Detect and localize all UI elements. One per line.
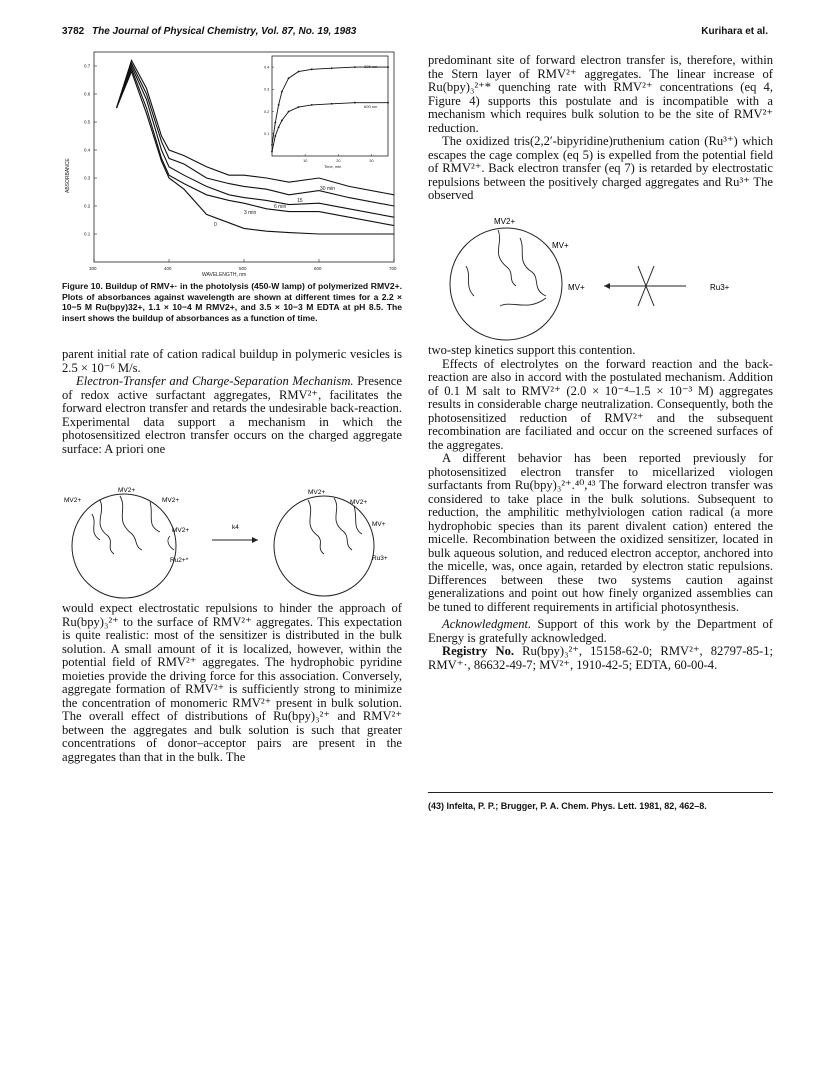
x-tick-label: 500	[239, 266, 247, 271]
running-header	[60, 26, 768, 42]
curve-label-30min: 30 min	[320, 186, 336, 192]
inset-point	[311, 68, 313, 70]
inset-point	[278, 126, 280, 128]
paragraph: Effects of electrolytes on the forward reaction and the back-reaction are also in accord with the postulated mechanism. Addition of 0.1 M salt to RMV²⁺ (2.0 × 10⁻⁴–1.5 × 10⁻³ M) aggregates results in considerable charge neutralization. Consequently, both the photosensitized reduction of RMV²⁺ and the subsequent recombination are faciliated and occur on the screened surfaces of the aggregates.	[428, 356, 773, 452]
right-column-bottom	[428, 344, 773, 672]
paragraph: The oxidized tris(2,2′-bipyridine)ruthenium cation (Ru³⁺) which escapes the cage complex (eq 5) is expelled from the potential field of RMV²⁺. Back electron transfer (eq 7) is retarded by electrostatic repulsions between the positively charged aggregates and Ru³⁺ The observed	[428, 134, 773, 202]
footnote-rule	[428, 792, 773, 793]
inset-point	[387, 102, 389, 104]
inset-y-tick-label: 0.3	[264, 87, 270, 92]
journal-title: The Journal of Physical Chemistry, Vol. 87, No. 19, 1983	[92, 26, 357, 37]
label-ru: Ru3+	[710, 283, 730, 292]
paragraph: parent initial rate of cation radical buildup in polymeric vesicles is 2.5 × 10⁻⁶ M/s.	[62, 347, 402, 375]
inset-point	[281, 91, 283, 93]
label-mv-topright: MV2+	[162, 497, 180, 504]
left-column-top	[62, 348, 402, 456]
label-mv-b: MV+	[568, 283, 585, 292]
inset-label-395: 395 nm	[364, 64, 378, 69]
curve-label-15: 15	[297, 198, 303, 204]
left-column-bottom	[62, 602, 402, 764]
inset-point	[354, 102, 356, 104]
aggregate-circle	[450, 228, 562, 340]
caption-text: Buildup of RMV+· in the photolysis (450-W lamp) of polymerized RMV2+. Plots of absorbances against wavelength are shown at different times for a 2.2 × 10−5 M Ru(bpy)32+, 1.1 × 10−4 M RMV2+, and 3.5 × 10−3 M EDTA at pH 8.5. The insert shows the buildup of absorbances as a function of time.	[62, 281, 403, 323]
inset-y-tick-label: 0.1	[264, 131, 270, 136]
label-mv-left: MV2+	[64, 497, 82, 504]
inset-chart	[264, 56, 389, 169]
inset-x-label: Time, min	[324, 164, 342, 169]
running-authors: Kurihara et al.	[701, 26, 768, 37]
rate-constant: k4	[232, 524, 239, 531]
inset-point	[298, 106, 300, 108]
inset-point	[288, 77, 290, 79]
inset-point	[311, 104, 313, 106]
inset-y-tick-label: 0.4	[264, 65, 270, 70]
y-tick-label: 0.4	[84, 147, 91, 153]
inset-point	[274, 135, 276, 137]
y-tick-label: 0.3	[84, 175, 91, 181]
curve-label-6min: 6 min	[274, 204, 287, 210]
caption-label: Figure 10.	[62, 281, 103, 291]
label-ru-inner: Ru2+*	[170, 557, 189, 564]
x-tick-label: 700	[389, 266, 397, 271]
inset-point	[387, 66, 389, 68]
paragraph: predominant site of forward electron transfer is, therefore, within the Stern layer of RMV²⁺ aggregates. The linear increase of Ru(bpy)₃²⁺* quenching rate with RMV²⁺ concentrations (eq 4, Figure 4) supports this postulate and is incompatible with a mechanism which requires bulk solution to be the site of RMV²⁺ reduction.	[428, 53, 773, 135]
inset-label-600: 600 nm	[364, 104, 378, 109]
inset-point	[354, 66, 356, 68]
right-column-top	[428, 54, 773, 203]
page-number: 3782	[62, 26, 85, 37]
inset-x-tick-label: 10	[303, 159, 308, 163]
label-mv-top: MV2+	[494, 217, 516, 226]
label-mv-inner: MV2+	[172, 527, 190, 534]
curve-label-0: 0	[214, 222, 217, 228]
paragraph: two-step kinetics support this contention.	[428, 343, 636, 357]
footnote-43: (43) Infelta, P. P.; Brugger, P. A. Chem. Phys. Lett. 1981, 82, 462–8.	[428, 801, 707, 811]
curve-label-3min: 3 min	[244, 210, 257, 216]
inset-point	[274, 122, 276, 124]
y-tick-label: 0.6	[84, 91, 91, 97]
inset-point	[271, 151, 273, 153]
aggregate-circle-right	[274, 496, 374, 596]
inset-x-tick-label: 20	[336, 159, 341, 163]
x-tick-label: 400	[164, 266, 172, 271]
inset-point	[288, 111, 290, 113]
figure-10-chart	[62, 48, 402, 280]
ack-title: Acknowledgment.	[442, 617, 532, 631]
inset-point	[281, 120, 283, 122]
paragraph: A different behavior has been reported previously for photosensitized electron transfer to micellarized viologen surfactants from Ru(bpy)₃²⁺.⁴⁰,⁴³ The forward electron transfer was considered to take place in the bulk solutions. Subsequent to reduction, the amphilitic methylviologen cation radical (a more hydrophobic species than its parent divalent cation) entered the micelle. Recombination between the oxidized sensitizer, located in bulk aqueous solution, and reduced electron acceptor, anchored into the micelle, was, once again, retarded by electron static repulsions. Differences between these two systems caution against generalizations and point out how finely organized assemblies can be tuned to different requirements in artificial photosynthesis.	[428, 451, 773, 614]
registry-numbers: Registry No. Ru(bpy)₃²⁺, 15158-62-0; RMV²⁺, 82797-85-1; RMV⁺·, 86632-49-7; MV²⁺, 1910-42-5; EDTA, 60-00-4.	[428, 644, 774, 672]
paragraph: Electron-Transfer and Charge-Separation Mechanism. Presence of redox active surfactant aggregates, RMV²⁺, facilitates the forward electron transfer and retards the undesirable back-reaction. Experimental data support a mechanism in which the photosensitized electron transfer occurs on the charged aggregate surface: A priori one	[62, 374, 402, 456]
label-ru-inner-r: Ru3+	[372, 555, 388, 562]
inset-point	[278, 104, 280, 106]
paragraph: would expect electrostatic repulsions to hinder the approach of Ru(bpy)₃²⁺ to the surface of RMV²⁺ aggregates. This expectation is quite realistic: most of the sensitizer is distributed in the bulk solution. A small amount of it is localized, however, within the potential field of RMV²⁺ aggregates. The hydrophobic pyridine moieties provide the driving force for this association. Conversely, aggregate formation of RMV²⁺ is sufficiently strong to minimize the concentration of monomeric RMV²⁺ present in bulk solution. The overall effect of distributions of Ru(bpy)₃²⁺ and RMV²⁺ between the aggregates and bulk solution is such that greater concentrations of donor–acceptor pairs are present in the aggregates than that in the bulk. The	[62, 601, 402, 764]
inset-point	[331, 67, 333, 69]
section-title: Electron-Transfer and Charge-Separation Mechanism.	[76, 374, 354, 388]
inset-point	[271, 144, 273, 146]
inset-point	[298, 71, 300, 73]
acknowledgment: Acknowledgment. Support of this work by the Department of Energy is gratefully acknowledged.	[428, 617, 773, 645]
y-tick-label: 0.1	[84, 231, 91, 237]
inset-x-tick-label: 30	[369, 159, 374, 163]
y-tick-label: 0.5	[84, 119, 91, 125]
aggregate-circle-left	[72, 494, 176, 598]
y-tick-label: 0.7	[84, 63, 91, 69]
figure-10-caption	[62, 281, 402, 323]
y-axis-label: ABSORBANCE	[65, 158, 71, 193]
label-mv-a: MV+	[552, 241, 569, 250]
label-mv-top-r: MV2+	[308, 489, 326, 496]
back-reaction-scheme	[428, 210, 773, 342]
x-tick-label: 300	[89, 266, 97, 271]
label-mv-topright-r: MV2+	[350, 499, 368, 506]
x-tick-label: 600	[314, 266, 322, 271]
registry-title: Registry No.	[442, 644, 515, 658]
label-mv-top: MV2+	[118, 487, 136, 494]
label-mv-inner-r: MV+	[372, 521, 386, 528]
y-tick-label: 0.2	[84, 203, 91, 209]
curve-labels	[214, 186, 335, 228]
mechanism-scheme	[62, 484, 402, 602]
x-axis-label: WAVELENGTH, nm	[202, 272, 247, 278]
inset-y-tick-label: 0.2	[264, 109, 270, 114]
inset-point	[331, 103, 333, 105]
